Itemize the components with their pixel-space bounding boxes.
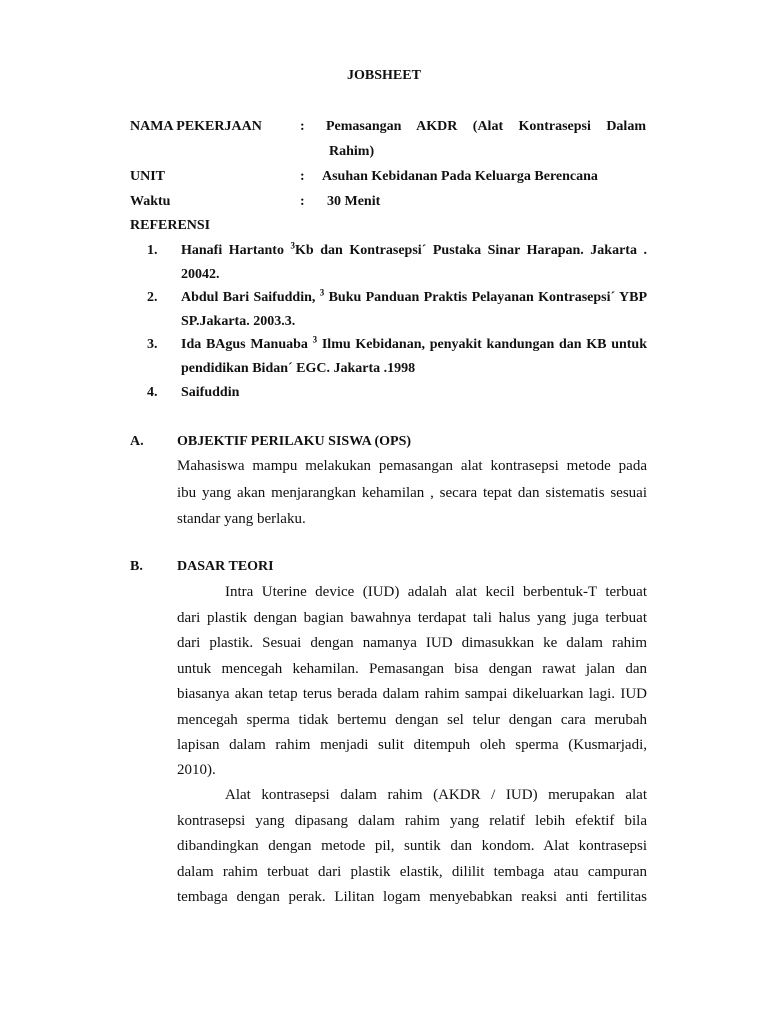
referensi-heading: REFERENSI [130,218,211,233]
ref-superscript: 3 [319,287,325,298]
ref-superscript: 3 [290,240,296,251]
section-b-para1-line: untuk mencegah kehamilan. Pemasangan bisa dengan rawat jalan dan [177,661,647,677]
section-a-heading: OBJEKTIF PERILAKU SISWA (OPS) [177,434,412,449]
section-b-para1-line: Intra Uterine device (IUD) adalah alat kecil berbentuk-T terbuat [225,584,647,600]
waktu-label: Waktu [130,194,171,209]
section-b-para1-line: 2010). [177,762,216,778]
unit-label: UNIT [130,169,166,184]
section-b-letter: B. [130,559,143,574]
nama-pekerjaan-value-line2: Rahim) [329,144,375,159]
section-a-letter: A. [130,434,144,449]
unit-value: Asuhan Kebidanan Pada Keluarga Berencana [322,169,598,184]
nama-pekerjaan-label: NAMA PEKERJAAN [130,119,262,134]
waktu-colon: : [300,194,305,209]
section-b-heading: DASAR TEORI [177,559,274,574]
ref-number: 3. [147,337,158,352]
ref-item-line2: SP.Jakarta. 2003.3. [181,314,296,329]
section-b-para1-line: dari plastik dengan bagian bawahnya terdapat tali halus yang juga terbuat [177,610,647,626]
ref-item-line1: Ida BAgus Manuaba $^3$ Ilmu Kebidanan, penyakit kandungan dan KB untuk [181,334,647,352]
nama-pekerjaan-value-line1: Pemasangan AKDR (Alat Kontrasepsi Dalam [326,119,646,134]
ref-number: 1. [147,243,158,258]
ref-item-line1: Saifuddin [181,385,240,400]
ref-item-line2: 20042. [181,267,220,282]
ref-number: 4. [147,385,158,400]
ref-item-line1: Hanafi Hartanto $^3$Kb dan Kontrasepsi´ Pustaka Sinar Harapan. Jakarta . [181,240,647,258]
section-b-para1-line: dari plastik. Sesuai dengan namanya IUD dimasukkan ke dalam rahim [177,635,647,651]
section-b-para1-line: mencegah sperma tidak bertemu dengan sel telur dengan cara merubah [177,712,647,728]
waktu-value: 30 Menit [327,194,381,209]
section-b-para1-line: biasanya akan tetap terus berada dalam rahim sampai dikeluarkan lagi. IUD [177,686,647,702]
page-title: JOBSHEET [347,68,421,83]
nama-pekerjaan-colon: : [300,119,305,134]
ref-item-line2: pendidikan Bidan´ EGC. Jakarta .1998 [181,361,416,376]
section-b-para2-line: dibandingkan dengan metode pil, suntik dan kondom. Alat kontrasepsi [177,838,647,854]
section-b-para2-line: dalam rahim terbuat dari plastik elastik, dililit tembaga atau campuran [177,864,647,880]
section-b-para2-line: kontrasepsi yang dipasang dalam rahim yang relatif lebih efektif bila [177,813,647,829]
ref-number: 2. [147,290,158,305]
section-b-para1-line: lapisan dalam rahim menjadi sulit ditempuh oleh sperma (Kusmarjadi, [177,737,647,753]
ref-item-line1: Abdul Bari Saifuddin, $^3$ Buku Panduan Praktis Pelayanan Kontrasepsi´ YBP [181,287,648,305]
section-a-line: Mahasiswa mampu melakukan pemasangan alat kontrasepsi metode pada [177,458,647,474]
ref-superscript: 3 [312,334,318,345]
unit-colon: : [300,169,305,184]
section-b-para2-line: Alat kontrasepsi dalam rahim (AKDR / IUD) merupakan alat [225,787,647,803]
section-b-para2-line: tembaga dengan perak. Lilitan logam menyebabkan reaksi anti fertilitas [177,889,647,905]
section-a-line: ibu yang akan menjarangkan kehamilan , secara tepat dan sistematis sesuai [177,485,647,501]
section-a-line: standar yang berlaku. [177,511,306,527]
